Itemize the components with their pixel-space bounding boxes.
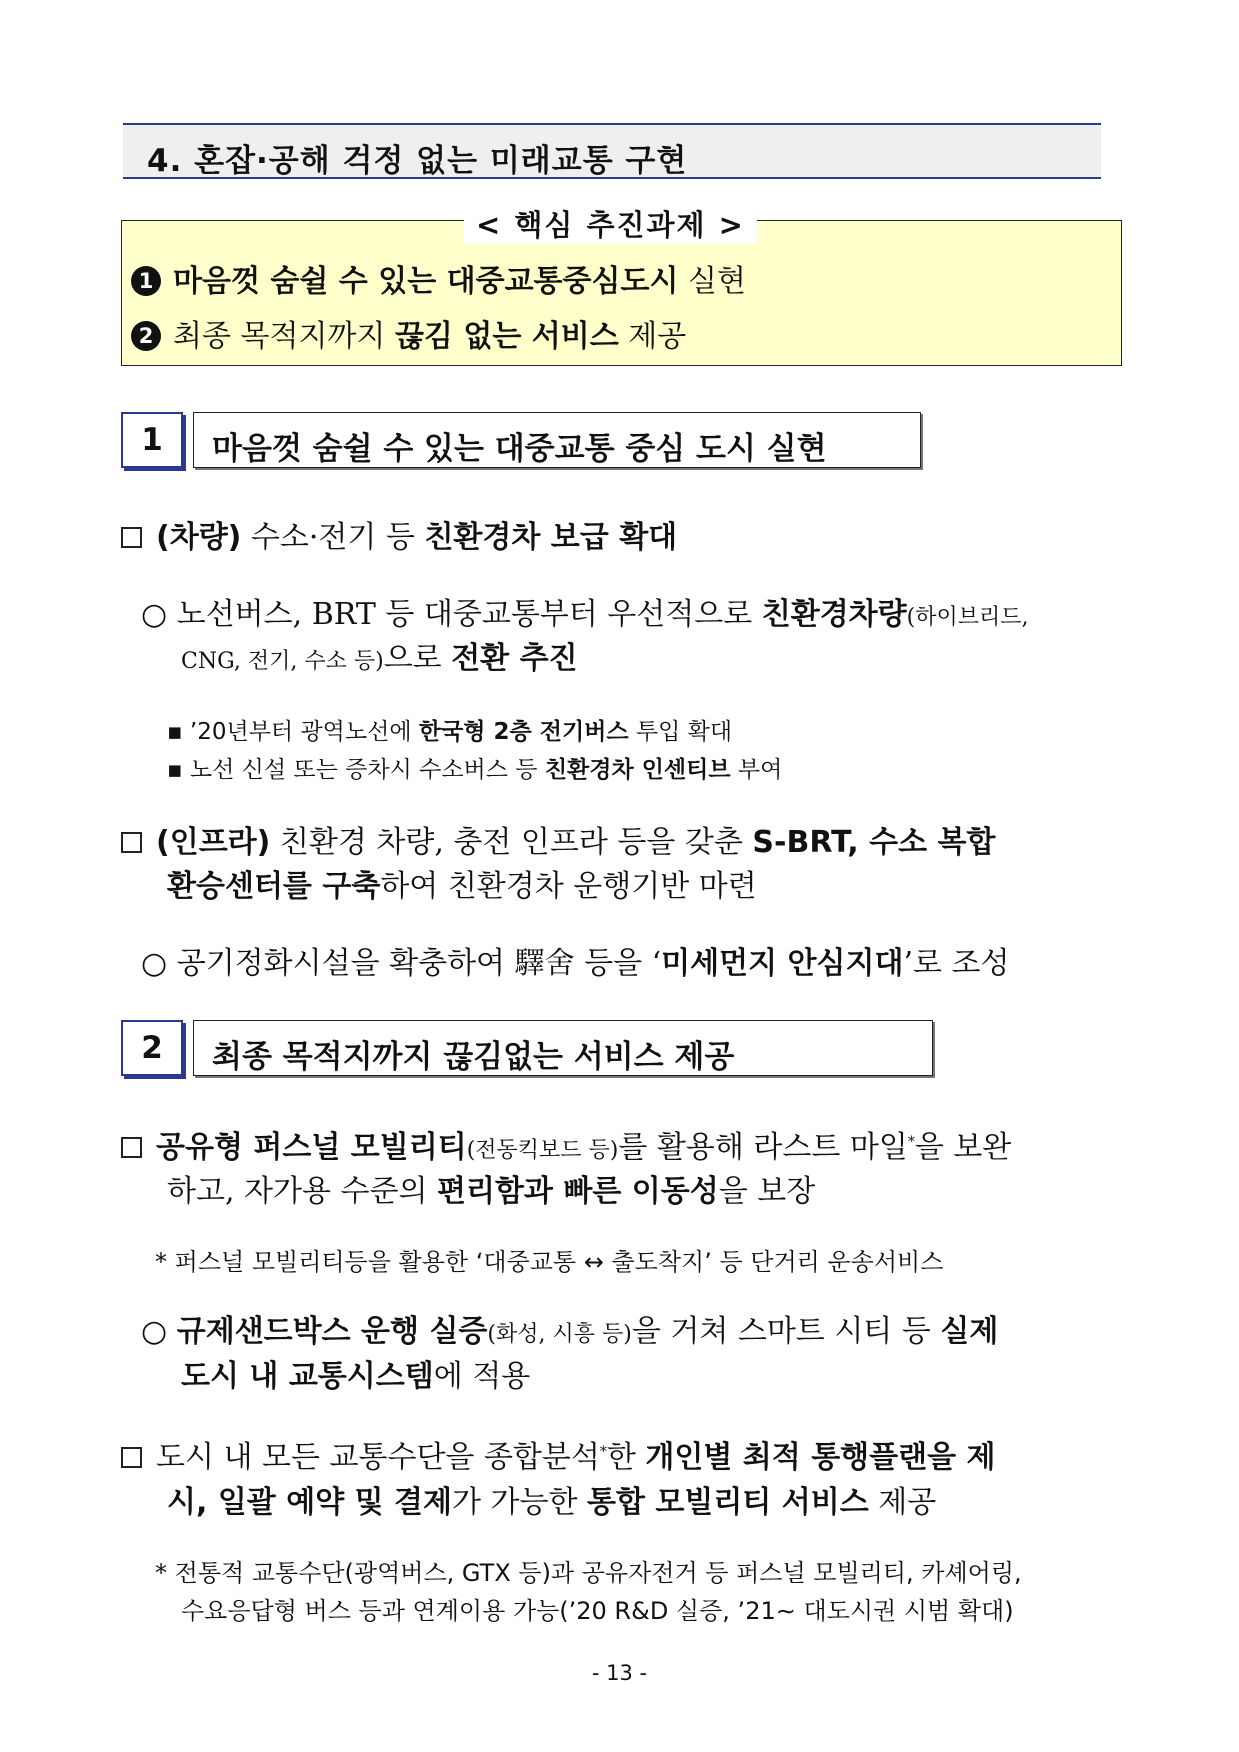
part2-bullet-1-line2: [167, 1166, 815, 1210]
bullet-tag: (차량): [156, 520, 242, 555]
text: 투입 확대: [628, 719, 733, 745]
key-task-1-bold: 마음껏 숨쉴 수 있는 대중교통중심도시: [173, 264, 679, 299]
bold-text: 친환경차 인센티브: [544, 757, 731, 783]
small-text: (전동킥보드 등): [466, 1138, 619, 1163]
text: 을 거쳐 스마트 시티 등: [631, 1314, 941, 1349]
part1-bullet-2-line2: [167, 861, 757, 905]
text: 노선 신설 또는 증차시 수소버스 등: [189, 757, 545, 783]
bold-text: 한국형 2층 전기버스: [418, 719, 629, 745]
small-text: (하이브리드,: [906, 605, 1029, 630]
key-task-2-pre: 최종 목적지까지: [173, 319, 395, 354]
text: ’20년부터 광역노선에: [189, 719, 419, 745]
part1-circle-1-line1: [141, 589, 1028, 633]
circled-number-icon: 1: [131, 266, 161, 296]
text: 제공: [868, 1485, 937, 1520]
section-title-bar: [123, 123, 1101, 179]
text: 을 보장: [718, 1174, 816, 1209]
bold-text: 실제: [940, 1314, 999, 1349]
text: 공기정화시설을 확충하여 驛舍 등을 ‘: [176, 946, 662, 981]
circled-number-icon: 2: [131, 321, 161, 351]
bold-text: 친환경차량: [761, 597, 907, 632]
small-square-bullet-icon: ▪: [167, 719, 190, 745]
bold-text: S-BRT, 수소 복합: [752, 825, 996, 860]
part2-circle-1-line1: [141, 1306, 998, 1350]
bullet-bold: 친환경차 보급 확대: [424, 520, 678, 555]
text: 에 적용: [433, 1359, 531, 1394]
bold-text: 개인별 최적 통행플랜을 제: [645, 1440, 996, 1475]
note-text: 전통적 교통수단(광역버스, GTX 등)과 공유자전거 등 퍼스널 모빌리티, 카셰어링,: [174, 1559, 1022, 1587]
part2-bullet-1-line1: [121, 1122, 1011, 1166]
bold-text: 전환 추진: [451, 641, 578, 676]
square-bullet-icon: [121, 832, 142, 853]
note-text: 퍼스널 모빌리티등을 활용한 ‘대중교통 ↔ 출도착지’ 등 단거리 운송서비스: [174, 1248, 944, 1276]
part1-bullet-2-line1: [121, 817, 995, 861]
section-title: 4. 혼잡·공해 걱정 없는 미래교통 구현: [147, 143, 688, 179]
hollow-circle-icon: ○: [141, 1314, 177, 1349]
hollow-circle-icon: ○: [141, 946, 177, 981]
part2-circle-1-line2: [181, 1351, 530, 1395]
bold-text: 도시 내 교통시스템: [181, 1359, 434, 1394]
square-bullet-icon: [121, 527, 142, 548]
part1-header: [193, 412, 921, 468]
bold-text: 공유형 퍼스널 모빌리티: [156, 1130, 467, 1165]
small-text: CNG, 전기, 수소 등): [181, 649, 384, 674]
key-task-2-rest: 제공: [618, 319, 687, 354]
text: 하고, 자가용 수준의: [167, 1174, 437, 1209]
bold-text: 구축: [322, 869, 381, 904]
bullet-text: 수소·전기 등: [241, 520, 425, 555]
part2-note-1: [155, 1242, 943, 1277]
part2-number: 2: [121, 1020, 183, 1076]
part1-circle-1-line2: [181, 633, 578, 677]
part1-dash-1: [167, 713, 732, 746]
bold-text: 미세먼지 안심지대: [661, 946, 904, 981]
bold-text: 통합 모빌리티 서비스: [587, 1485, 869, 1520]
bold-text: 시, 일괄 예약 및 결제: [167, 1485, 453, 1520]
text: 가 가능한: [452, 1485, 588, 1520]
text: 도시 내 모든 교통수단을 종합분석: [156, 1440, 600, 1475]
bold-text: 규제샌드박스 운행 실증: [176, 1314, 488, 1349]
part1-title: 마음껏 숨쉴 수 있는 대중교통 중심 도시 실현: [212, 431, 827, 467]
small-square-bullet-icon: ▪: [167, 757, 190, 783]
text: 하여 친환경차 운행기반 마련: [380, 869, 757, 904]
text: 으로: [383, 641, 452, 676]
part2-bullet-2-line2: [167, 1477, 936, 1521]
square-bullet-icon: [121, 1137, 142, 1158]
part2-note-2-line2: [181, 1591, 1014, 1626]
square-bullet-icon: [121, 1447, 142, 1468]
text: 노선버스, BRT 등 대중교통부터 우선적으로: [176, 597, 762, 632]
key-task-1-rest: 실현: [678, 264, 746, 299]
part2-header: [193, 1020, 933, 1076]
note-text: 수요응답형 버스 등과 연계이용 가능(’20 R&D 실증, ’21∼ 대도시권 시범 확대): [181, 1597, 1014, 1625]
key-task-1: [131, 256, 746, 300]
footnote-mark: *: [599, 1444, 607, 1460]
part1-circle-2: [141, 938, 1009, 982]
part1-dash-2: [167, 751, 782, 784]
text: 을 보완: [914, 1130, 1012, 1165]
text: 부여: [730, 757, 783, 783]
text: ’로 조성: [903, 946, 1010, 981]
page-number: - 13 -: [591, 1661, 648, 1685]
bold-text: 편리함과 빠른 이동성: [436, 1174, 719, 1209]
footnote-mark: *: [907, 1134, 915, 1150]
hollow-circle-icon: ○: [141, 597, 177, 632]
part2-note-2-line1: [155, 1553, 1022, 1588]
part2-title: 최종 목적지까지 끊김없는 서비스 제공: [212, 1039, 735, 1075]
footnote-star: *: [155, 1559, 167, 1587]
key-task-2: [131, 311, 686, 355]
footnote-star: *: [155, 1248, 167, 1276]
bullet-tag: (인프라): [156, 825, 271, 860]
text: 를 활용해 라스트 마일: [618, 1130, 908, 1165]
part2-bullet-2-line1: [121, 1432, 996, 1476]
key-task-2-bold: 끊김 없는 서비스: [394, 319, 619, 354]
text: 친환경 차량, 충전 인프라 등을 갖춘: [270, 825, 753, 860]
bold-text: 환승센터를: [167, 869, 323, 904]
small-text: (화성, 시흥 등): [487, 1322, 632, 1347]
key-tasks-label: < 핵심 추진과제 >: [464, 203, 757, 244]
part1-bullet-1: [121, 512, 677, 556]
text: 한: [606, 1440, 646, 1475]
part1-number: 1: [121, 412, 183, 468]
